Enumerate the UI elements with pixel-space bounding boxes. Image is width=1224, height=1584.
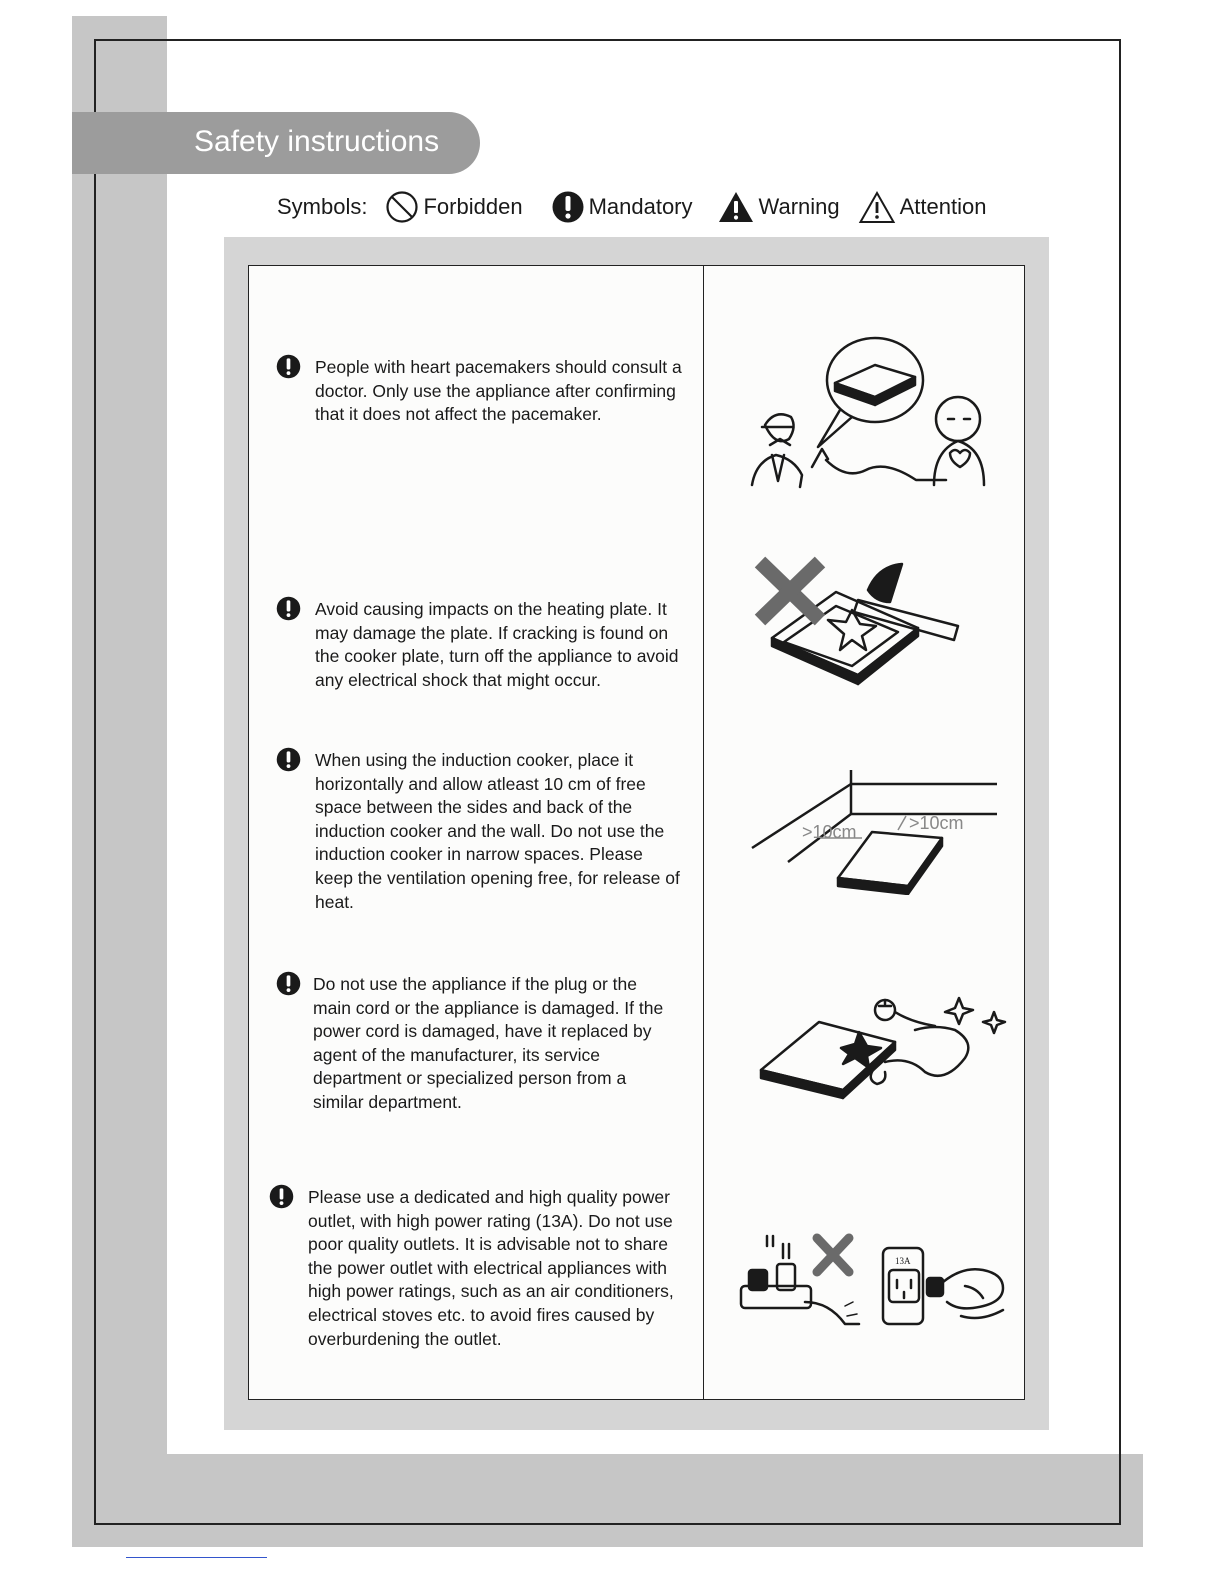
pacemaker-illustration bbox=[740, 335, 1010, 495]
legend-mandatory-label: Mandatory bbox=[588, 194, 693, 219]
instruction-text-2: Avoid causing impacts on the heating plate. It may damage the plate. If cracking is found on the cooker plate, turn off the appliance to avoid any electrical shock that might occur. bbox=[315, 599, 679, 690]
socket-rating-label: 13A bbox=[895, 1256, 911, 1266]
legend-attention-label: Attention bbox=[899, 194, 987, 219]
damaged-cord-illustration bbox=[755, 990, 1010, 1102]
forbidden-icon bbox=[385, 190, 419, 224]
legend-forbidden bbox=[385, 190, 522, 224]
column-divider bbox=[703, 265, 704, 1400]
outlet-illustration bbox=[735, 1230, 1007, 1340]
clearance-left-label: >10cm bbox=[802, 822, 857, 842]
mandatory-icon bbox=[551, 190, 585, 224]
legend-attention bbox=[858, 190, 987, 224]
legend-mandatory bbox=[551, 190, 693, 224]
footer-link-underline bbox=[126, 1557, 267, 1558]
legend-warning-label: Warning bbox=[758, 194, 840, 219]
mandatory-icon bbox=[276, 971, 301, 996]
instruction-text-5: Please use a dedicated and high quality power outlet, with high power rating (13A). Do not use poor quality outlets. It is advisable not to share the power outlet with electrical appliances with high power ratings, such as an air conditioners, electrical stoves etc. to avoid fires caused by overburdening the outlet. bbox=[308, 1187, 674, 1349]
instruction-text-4: Do not use the appliance if the plug or the main cord or the appliance is damaged. If the power cord is damaged, have it replaced by agent of the manufacturer, its service department or specialized person from a similar department. bbox=[313, 974, 664, 1112]
mandatory-icon bbox=[276, 747, 301, 772]
warning-icon bbox=[717, 190, 755, 224]
clearance-illustration bbox=[748, 770, 1000, 895]
mandatory-icon bbox=[269, 1184, 294, 1209]
instruction-text-3: When using the induction cooker, place it horizontally and allow atleast 10 cm of free space between the sides and back of the induction cooker and the wall. Do not use the induction cooker in narrow spaces. Please keep the ventilation opening free, for release of heat. bbox=[315, 750, 680, 912]
legend-warning bbox=[717, 190, 840, 224]
clearance-back-label: >10cm bbox=[909, 813, 964, 833]
page-title: Safety instructions bbox=[194, 125, 440, 158]
symbols-legend bbox=[277, 190, 986, 224]
mandatory-icon bbox=[276, 354, 301, 379]
symbols-label: Symbols: bbox=[277, 194, 368, 219]
instruction-text-1: People with heart pacemakers should consult a doctor. Only use the appliance after confirming that it does not affect the pacemaker. bbox=[315, 357, 682, 425]
attention-icon bbox=[858, 190, 896, 224]
impact-illustration bbox=[748, 550, 968, 695]
legend-forbidden-label: Forbidden bbox=[423, 194, 523, 219]
mandatory-icon bbox=[276, 596, 301, 621]
